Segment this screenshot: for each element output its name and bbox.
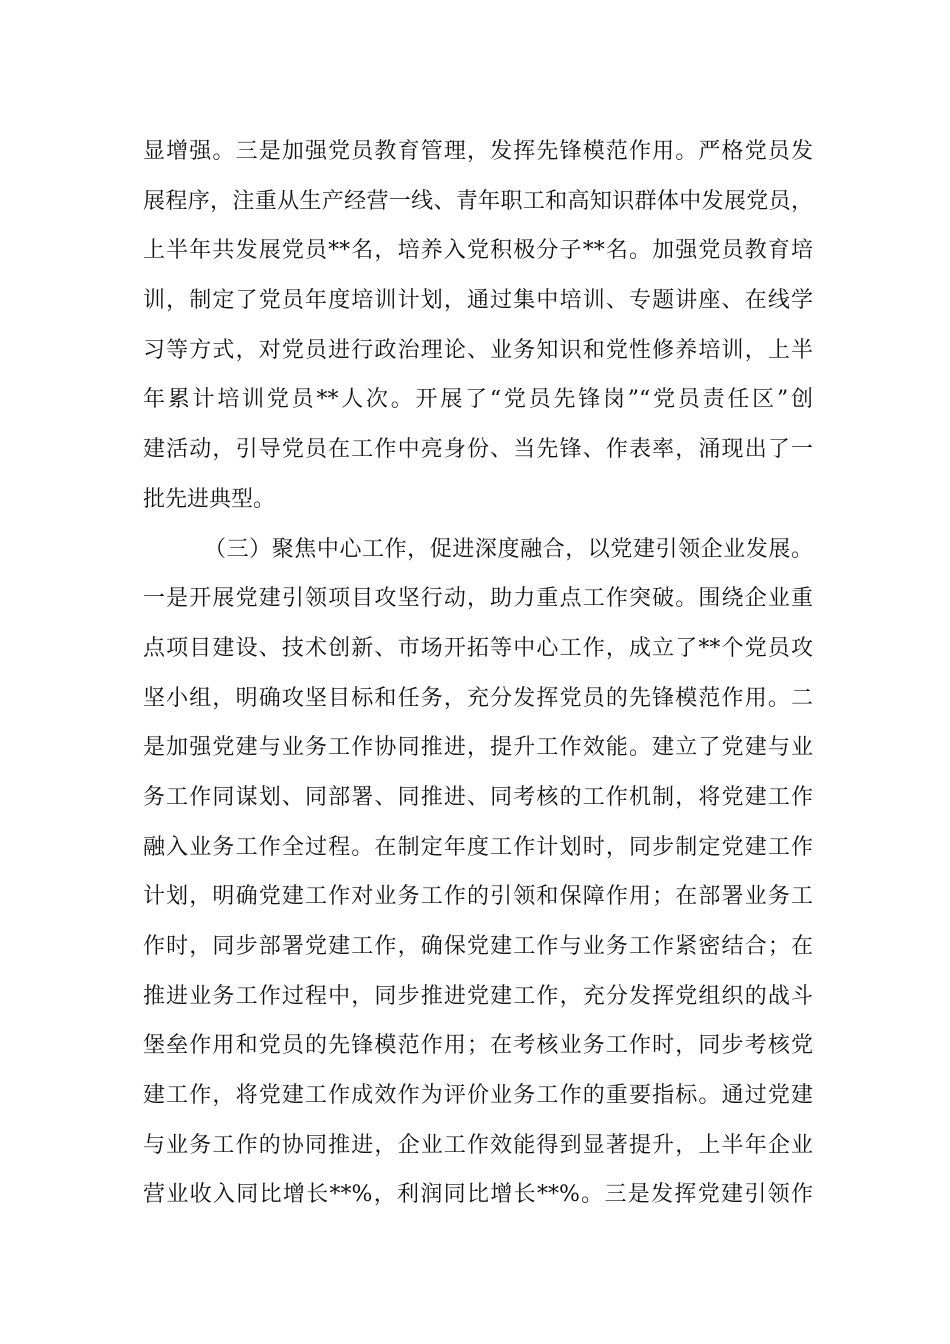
text-line: 是加强党建与业务工作协同推进，提升工作效能。建立了党建与业 xyxy=(143,735,813,760)
text-line: 训，制定了党员年度培训计划，通过集中培训、专题讲座、在线学 xyxy=(143,288,813,313)
text-line: 展程序，注重从生产经营一线、青年职工和高知识群体中发展党员， xyxy=(143,189,813,214)
text-line: 显增强。三是加强党员教育管理，发挥先锋模范作用。严格党员发 xyxy=(143,139,813,164)
text-line: 坚小组，明确攻坚目标和任务，充分发挥党员的先锋模范作用。二 xyxy=(143,686,813,711)
text-line: 融入业务工作全过程。在制定年度工作计划时，同步制定党建工作 xyxy=(143,835,813,860)
text-line: 上半年共发展党员**名，培养入党积极分子**名。加强党员教育培 xyxy=(143,238,813,263)
text-line: 作时，同步部署党建工作，确保党建工作与业务工作紧密结合；在 xyxy=(143,934,813,959)
text-line: 与业务工作的协同推进，企业工作效能得到显著提升，上半年企业 xyxy=(143,1133,813,1158)
text-line: 建活动，引导党员在工作中亮身份、当先锋、作表率，涌现出了一 xyxy=(143,437,813,462)
text-line: 点项目建设、技术创新、市场开拓等中心工作，成立了**个党员攻 xyxy=(143,636,813,661)
text-line: 务工作同谋划、同部署、同推进、同考核的工作机制，将党建工作 xyxy=(143,785,813,810)
text-line: 批先进典型。 xyxy=(143,487,276,512)
text-line: 年累计培训党员**人次。开展了“党员先锋岗”“党员责任区”创 xyxy=(143,387,813,412)
text-line: 推进业务工作过程中，同步推进党建工作，充分发挥党组织的战斗 xyxy=(143,984,813,1009)
section-heading: （三）聚焦中心工作，促进深度融合，以党建引领企业发展。 xyxy=(204,537,813,562)
text-line: 习等方式，对党员进行政治理论、业务知识和党性修养培训，上半 xyxy=(143,338,813,363)
text-line: 堡垒作用和党员的先锋模范作用；在考核业务工作时，同步考核党 xyxy=(143,1033,813,1058)
text-line: 一是开展党建引领项目攻坚行动，助力重点工作突破。围绕企业重 xyxy=(143,586,813,611)
text-line: 建工作，将党建工作成效作为评价业务工作的重要指标。通过党建 xyxy=(143,1083,813,1108)
text-line: 营业收入同比增长**%，利润同比增长**%。三是发挥党建引领作 xyxy=(143,1182,813,1207)
text-line: 计划，明确党建工作对业务工作的引领和保障作用；在部署业务工 xyxy=(143,884,813,909)
